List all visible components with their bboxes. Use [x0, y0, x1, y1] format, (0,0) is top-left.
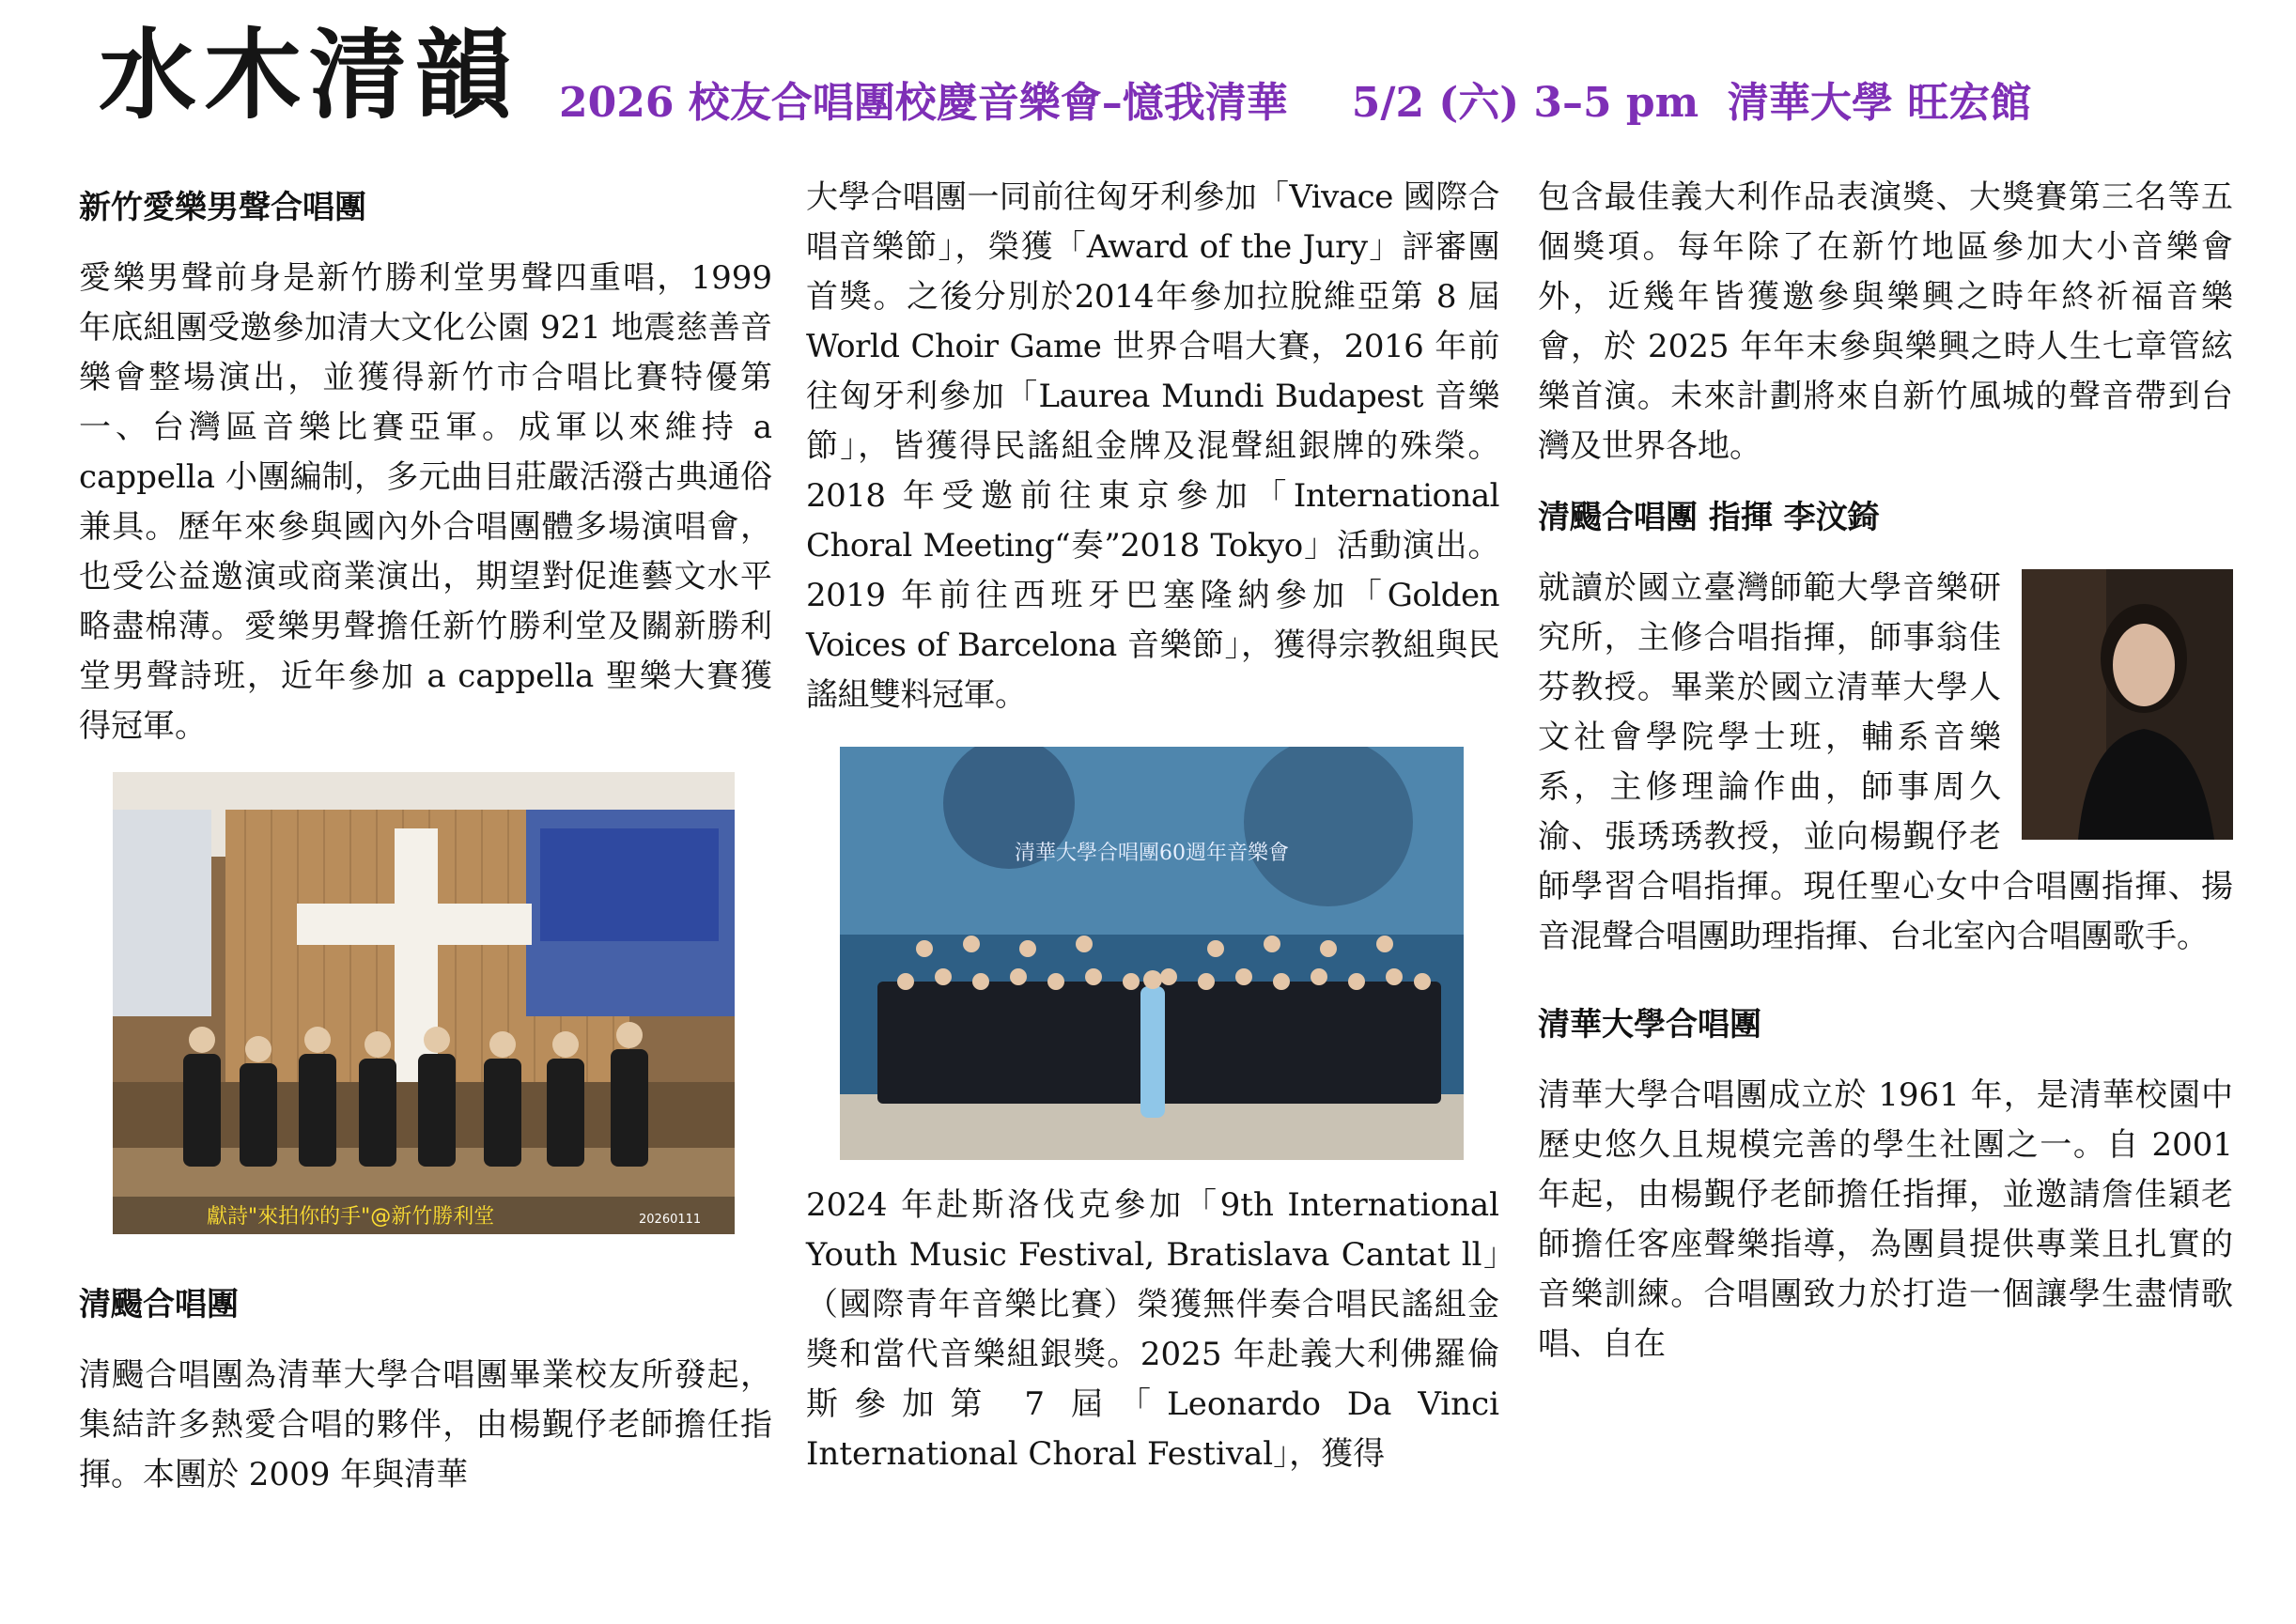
section-title-qingfeng: 清颺合唱團 — [79, 1286, 239, 1323]
qingfeng-body-part3: 2024 年赴斯洛伐克參加「9th International Youth Music Festival, Bratislava Cantat ll」（國際青年音樂比賽）榮獲無伴奏合唱民謠組金獎和當代音樂組銀獎。2025 年赴義大利佛羅倫斯參加第 7 屆「Leonardo Da Vinci International Choral Festival」，獲得 — [806, 1186, 1499, 1473]
event-title: 2026 校友合唱團校慶音樂會–憶我清華 — [559, 79, 1288, 127]
qingfeng-body-part4: 包含最佳義大利作品表演獎、大獎賽第三名等五個獎項。每年除了在新竹地區參加大小音樂會外，近幾年皆獲邀參與樂興之時年終祈福音樂會，於 2025 年年末參與樂興之時人生七章管絃樂首演。未來計劃將來自新竹風城的聲音帶到台灣及世界各地。 — [1538, 178, 2233, 465]
banner-text: 清華大學合唱團60週年音樂會 — [1015, 842, 1289, 865]
aile-body: 愛樂男聲前身是新竹勝利堂男聲四重唱，1999 年底組團受邀參加清大文化公園 921 地震慈善音樂會整場演出，並獲得新竹市合唱比賽特優第一、台灣區音樂比賽亞軍。成軍以來維持 a cappella 小團編制，多元曲目莊嚴活潑古典通俗兼具。歷年來參與國內外合唱團體多場演唱會，也受公益邀演或商業演出，期望對促進藝文水平略盡棉薄。愛樂男聲擔任新竹勝利堂及關新勝利堂男聲詩班，近年參加 a cappella 聖樂大賽獲得冠軍。 — [79, 259, 772, 745]
nthu-body: 清華大學合唱團成立於 1961 年，是清華校園中歷史悠久且規模完善的學生社團之一。自 2001 年起，由楊覲伃老師擔任指揮，並邀請詹佳穎老師擔任客座聲樂指導，為團員提供專業且扎實的音樂訓練。合唱團致力於打造一個讓學生盡情歌唱、自在 — [1538, 1076, 2233, 1363]
church-choir-image — [113, 772, 735, 1234]
conductor-portrait-image — [2022, 569, 2233, 840]
column-2 — [806, 178, 1499, 1479]
section-title-nthu: 清華大學合唱團 — [1538, 1006, 1761, 1044]
event-header — [559, 79, 2031, 129]
section-title-aile: 新竹愛樂男聲合唱團 — [79, 189, 366, 226]
section-title-conductor: 清颺合唱團 指揮 李汶錡 — [1538, 499, 1880, 536]
qingfeng-body-part1: 清颺合唱團為清華大學合唱團畢業校友所發起，集結許多熱愛合唱的夥伴，由楊覲伃老師擔任指揮。本團於 2009 年與清華 — [79, 1356, 772, 1493]
conductor-body: 就讀於國立臺灣師範大學音樂研究所，主修合唱指揮，師事翁佳芬教授。畢業於國立清華大學人文社會學院學士班，輔系音樂系，主修理論作曲，師事周久渝、張琇琇教授，並向楊覲伃老師學習合唱指揮。現任聖心女中合唱團指揮、揚音混聲合唱團助理指揮、台北室內合唱團歌手。 — [1538, 569, 2233, 955]
column-3 — [1538, 178, 2233, 1369]
masthead-logo: 水木清韻 — [99, 17, 520, 132]
conductor-portrait — [2022, 569, 2233, 840]
choir-stage-image — [840, 747, 1464, 1160]
aile-photo — [113, 772, 735, 1234]
conductor-block — [1538, 564, 2233, 962]
photo-caption: 獻詩"來拍你的手"@新竹勝利堂 — [207, 1205, 495, 1229]
qingfeng-body-part2: 大學合唱團一同前往匈牙利參加「Vivace 國際合唱音樂節」，榮獲「Award of the Jury」評審團首獎。之後分別於2014年參加拉脫維亞第 8 屆 World Choir Game 世界合唱大賽，2016 年前往匈牙利參加「Laurea Mundi Budapest 音樂節」，皆獲得民謠組金牌及混聲組銀牌的殊榮。2018 年受邀前往東京參加「International Choral Meeting“奏”2018 Tokyo」活動演出。2019 年前往西班牙巴塞隆納參加「Golden Voices of Barcelona 音樂節」，獲得宗教組與民謠組雙料冠軍。 — [806, 178, 1499, 714]
event-datetime: 5/2 (六) 3–5 pm — [1351, 79, 1699, 127]
event-venue: 清華大學 旺宏館 — [1727, 79, 2032, 127]
qingfeng-photo — [840, 747, 1464, 1160]
column-1 — [79, 182, 772, 1500]
photo-date: 20260111 — [639, 1213, 702, 1227]
